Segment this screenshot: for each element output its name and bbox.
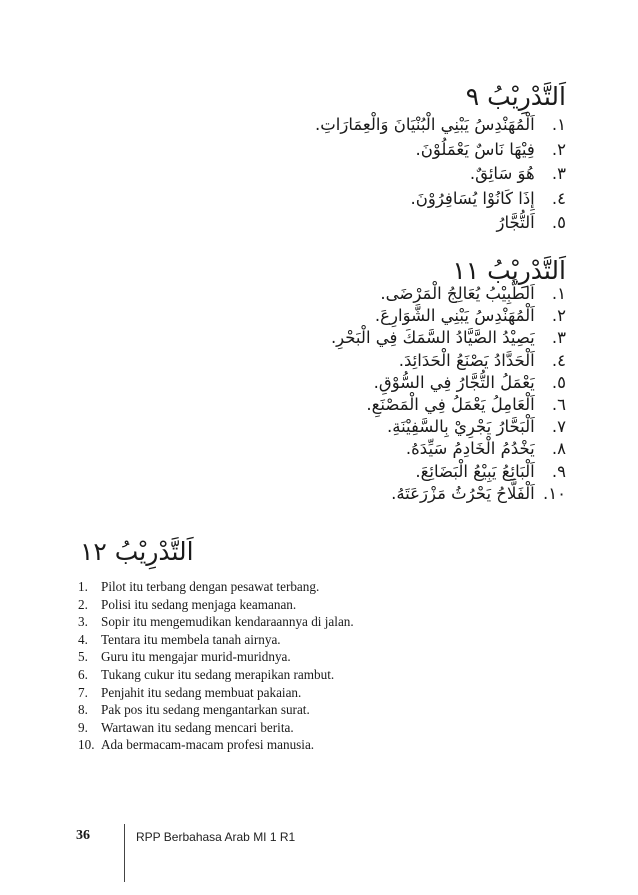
item-number: ٤.	[551, 188, 566, 208]
exercise-12-title: اَلتَّدْرِيْبُ ١٢	[80, 537, 194, 566]
item-text: هُوَ سَائِقٌ.	[469, 164, 535, 183]
list-item	[78, 578, 354, 596]
item-number: 5.	[78, 649, 88, 665]
list-item	[331, 327, 566, 349]
list-item	[331, 416, 566, 438]
item-text: Polisi itu sedang menjaga keamanan.	[101, 596, 297, 612]
list-item	[78, 684, 354, 702]
item-text: Tentara itu membela tanah airnya.	[101, 631, 281, 647]
list-item	[315, 113, 566, 138]
list-item	[331, 483, 566, 505]
list-item	[331, 394, 566, 416]
item-number: 3.	[78, 614, 88, 630]
item-text: Sopir itu mengemudikan kendaraannya di jalan.	[101, 614, 354, 630]
list-item	[78, 736, 354, 754]
list-item	[315, 138, 566, 163]
list-item	[78, 596, 354, 614]
item-text: Pak pos itu sedang mengantarkan surat.	[101, 702, 310, 718]
item-text: Ada bermacam-macam profesi manusia.	[101, 737, 315, 753]
item-number: ٨.	[551, 439, 566, 459]
item-number: ٤.	[551, 350, 566, 370]
book-title: RPP Berbahasa Arab MI 1 R1	[136, 830, 296, 844]
list-item	[331, 438, 566, 460]
item-text: اَلْمُهَنْدِسُ يَبْنِي الشَّوَارِعَ.	[374, 306, 535, 326]
item-text: يَصِيْدُ الصَّيَّادُ السَّمَكَ فِي الْبَحْرِ.	[330, 328, 535, 348]
item-number: ٣.	[551, 164, 566, 183]
item-number: ٧.	[551, 417, 566, 437]
list-item	[78, 701, 354, 719]
item-text: إِذَا كَانُوْا يُسَافِرُوْنَ.	[410, 188, 535, 208]
item-text: يَخْدُمُ الْخَادِمُ سَيِّدَهُ.	[405, 439, 535, 459]
item-text: اَلْبَحَّارُ يَجْرِيْ بِالسَّفِيْنَةِ.	[386, 417, 535, 437]
item-text: اَلْفَلَّاحُ يَحْرُثُ مَزْرَعَتَهُ.	[391, 483, 535, 503]
list-item	[331, 283, 566, 305]
exercise-11-title: اَلتَّدْرِيْبُ ١١	[452, 256, 566, 285]
item-number: 6.	[78, 666, 88, 682]
item-number: ٩.	[551, 461, 566, 481]
item-number: ١.	[551, 284, 566, 303]
exercise-12-list	[78, 578, 354, 754]
item-number: ٥.	[551, 372, 566, 392]
item-number: ١٠.	[543, 483, 566, 503]
item-number: 2.	[78, 596, 88, 612]
item-text: اَلطَّبِيْبُ يُعَالِجُ الْمَرْضَى.	[380, 284, 535, 303]
item-text: اَلْمُهَنْدِسُ يَبْنِي الْبُنْيَانَ وَالْعِمَارَاتِ.	[315, 115, 535, 134]
list-item	[315, 187, 566, 212]
item-number: ٣.	[551, 328, 566, 348]
list-item	[78, 648, 354, 666]
item-number: ٢.	[551, 306, 566, 326]
item-text: اَلْعَامِلُ يَعْمَلُ فِي الْمَصْنَعِ.	[366, 394, 535, 414]
item-number: ٥.	[551, 213, 566, 232]
exercise-9-list	[315, 113, 566, 236]
list-item	[78, 666, 354, 684]
item-text: Guru itu mengajar murid-muridnya.	[101, 649, 291, 665]
item-text: فِيْهَا نَاسٌ يَعْمَلُوْنَ.	[415, 139, 535, 159]
list-item	[315, 211, 566, 236]
list-item	[78, 613, 354, 631]
list-item	[78, 631, 354, 649]
footer-divider	[124, 824, 125, 882]
exercise-11-list	[331, 283, 566, 505]
item-text: Wartawan itu sedang mencari berita.	[101, 719, 294, 735]
list-item	[331, 350, 566, 372]
item-text: يَعْمَلُ التُّجَّارُ فِي السُّوْقِ.	[373, 372, 535, 392]
exercise-9-title: اَلتَّدْرِيْبُ ٩	[465, 82, 566, 111]
item-number: 1.	[78, 579, 88, 594]
list-item	[331, 372, 566, 394]
item-number: 10.	[78, 737, 95, 753]
list-item	[331, 461, 566, 483]
list-item	[315, 162, 566, 187]
list-item	[78, 719, 354, 737]
item-number: 4.	[78, 631, 88, 647]
item-number: ٦.	[551, 394, 566, 414]
page-number: 36	[76, 828, 90, 843]
item-number: ٢.	[551, 139, 566, 159]
item-text: اَلْحَدَّادُ يَصْنَعُ الْحَدَائِدَ.	[398, 350, 535, 370]
item-number: 9.	[78, 719, 88, 735]
item-text: Tukang cukur itu sedang merapikan rambut.	[101, 666, 335, 682]
item-text: Pilot itu terbang dengan pesawat terbang.	[101, 579, 320, 594]
item-text: اَلْبَائِعُ يَبِيْعُ الْبَضَائِعَ.	[415, 461, 535, 481]
item-text: اَلتُّجَّارُ	[496, 213, 535, 232]
item-number: 7.	[78, 684, 88, 700]
item-number: ١.	[551, 115, 566, 134]
item-number: 8.	[78, 702, 88, 718]
list-item	[331, 305, 566, 327]
item-text: Penjahit itu sedang membuat pakaian.	[101, 684, 302, 700]
